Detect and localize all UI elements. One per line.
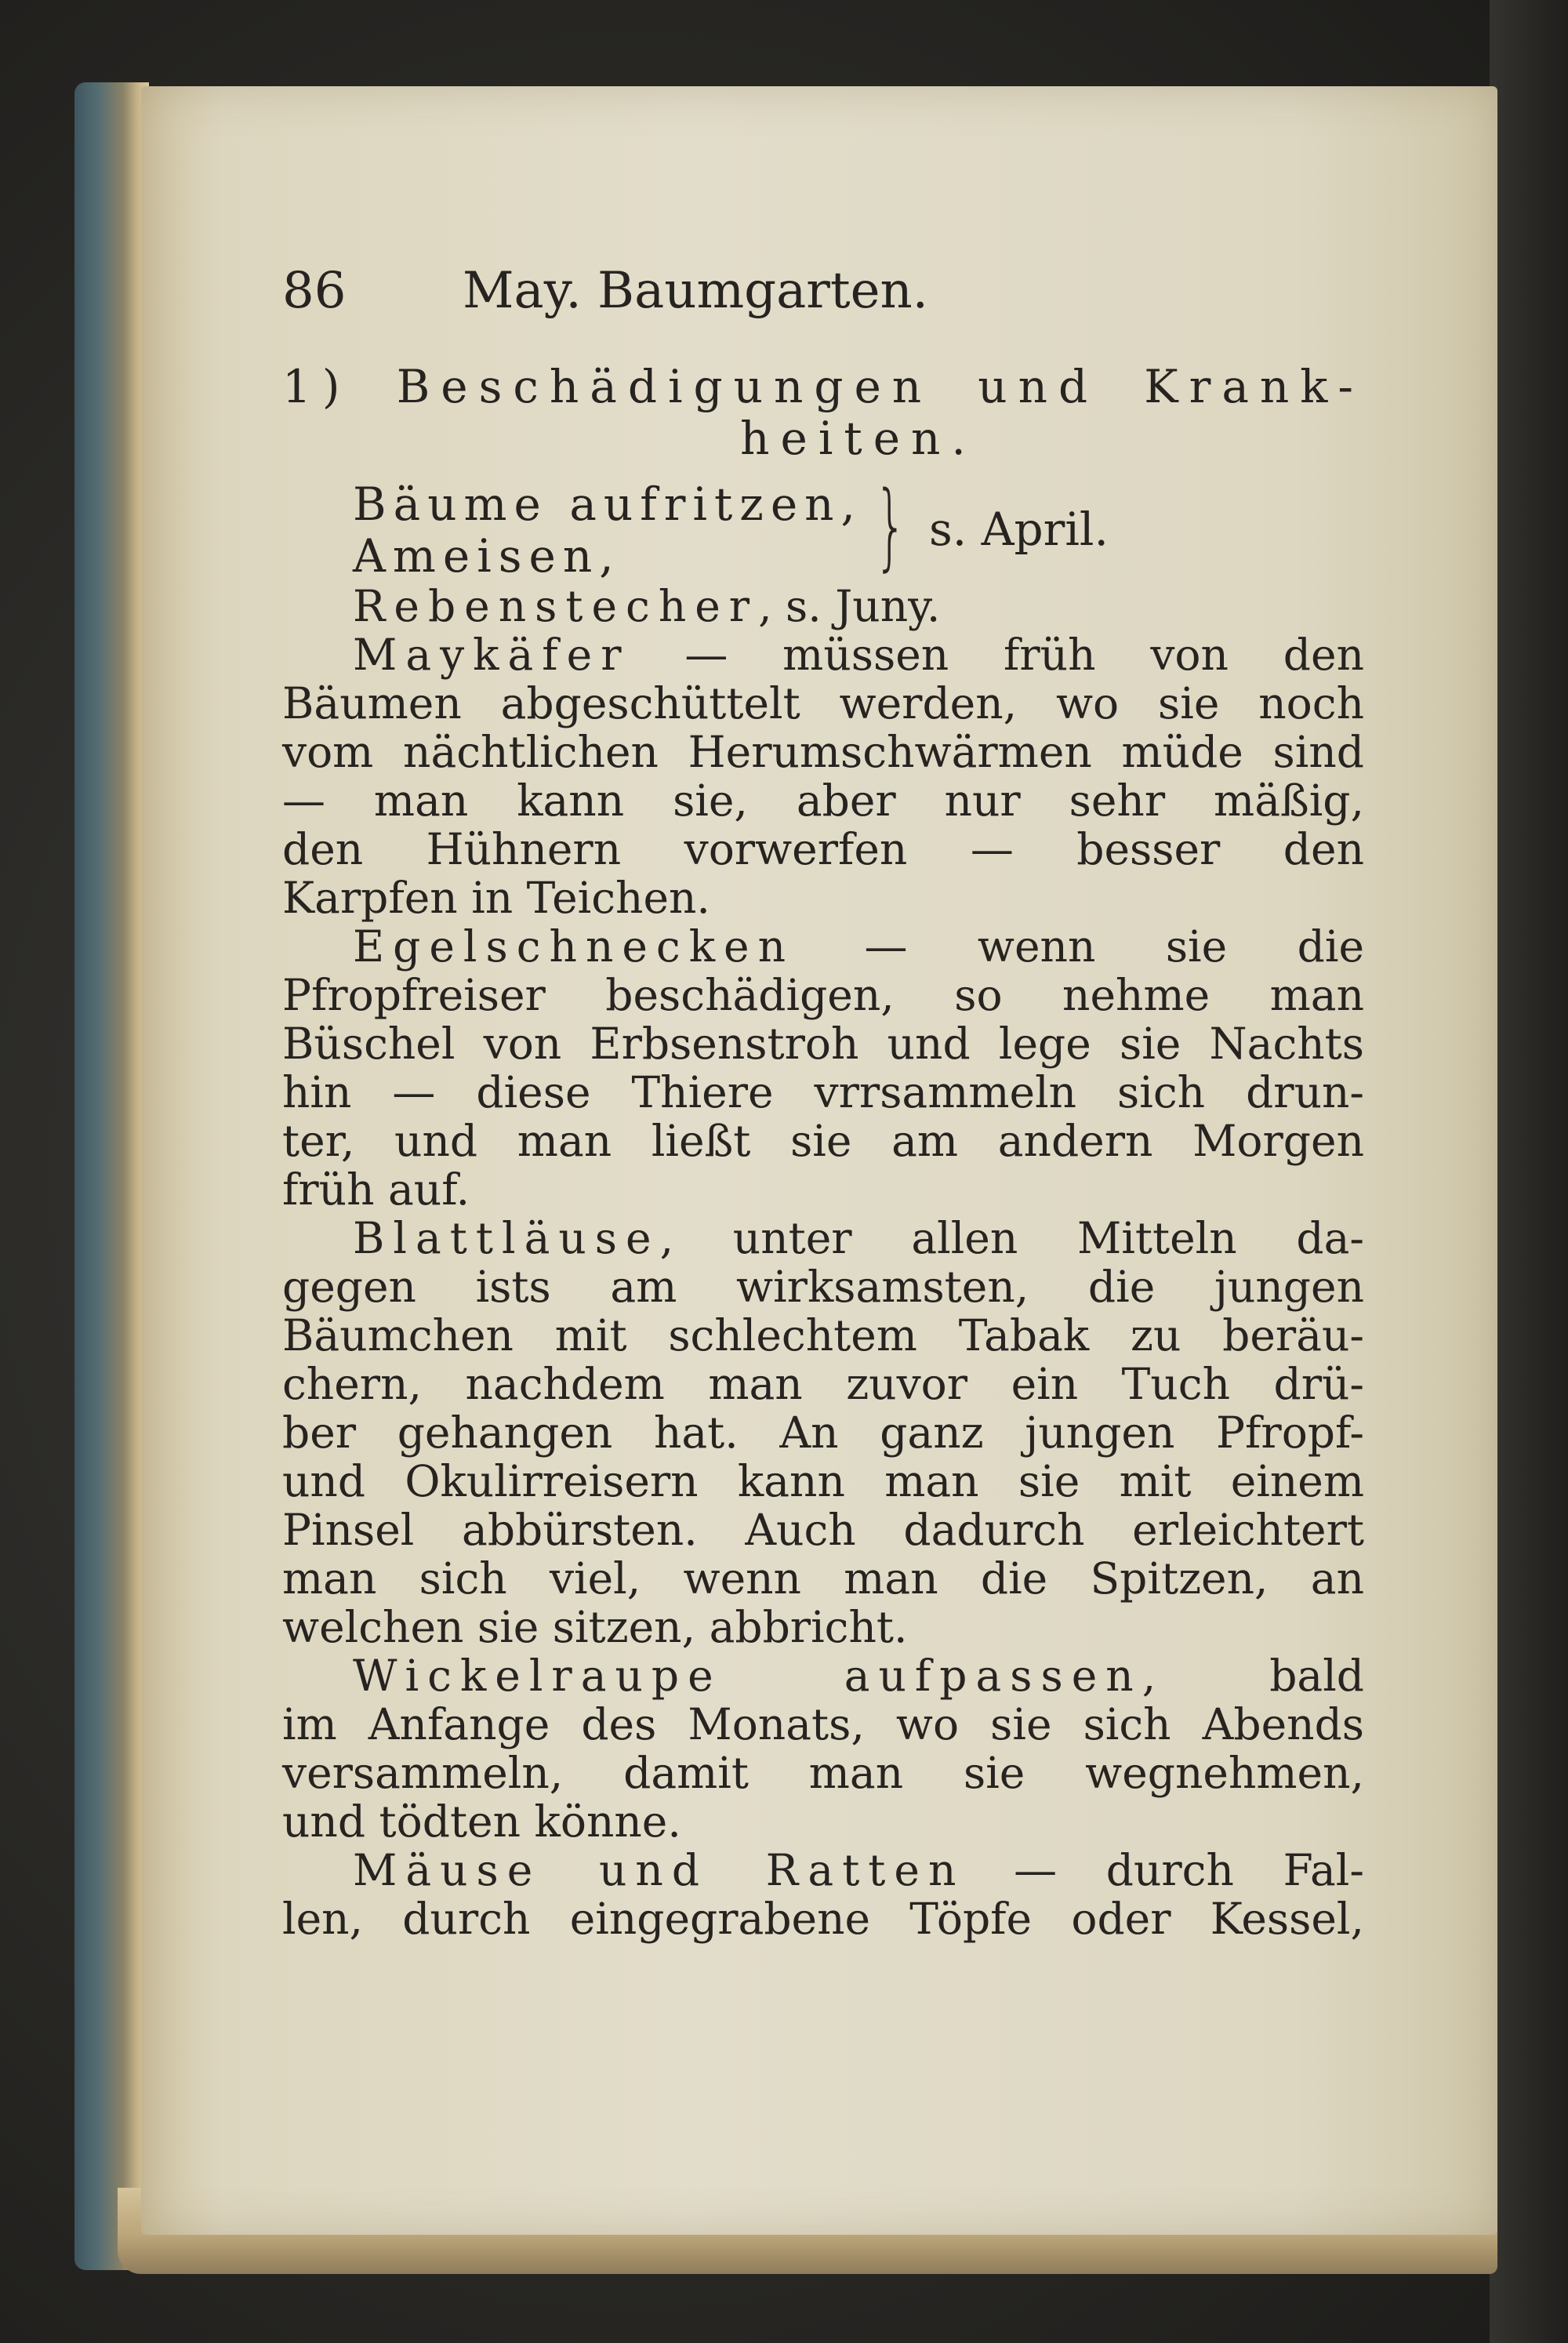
book-spine-edge [74, 82, 149, 2270]
text-line [282, 1651, 1364, 1700]
text-line: Büschel von Erbsenstroh und lege sie Nachts [282, 1019, 1364, 1069]
paragraph-maykaefer [282, 630, 1364, 922]
text-line [282, 1214, 1364, 1262]
entry-text: — wenn sie die [794, 921, 1364, 972]
page-text [282, 262, 1364, 1944]
book-cover-right [1490, 0, 1568, 2343]
entry-term: Maykäfer [353, 630, 630, 680]
page-header [282, 262, 1364, 320]
text-line [282, 630, 1364, 679]
paragraph-egelschnecken [282, 922, 1364, 1214]
text-line: den Hühnern vorwerfen — besser den [282, 824, 1364, 874]
text-line: Pfropfreiser beschädigen, so nehme man [282, 970, 1364, 1020]
section-number: 1) [282, 360, 351, 413]
text-line: und Okulirreisern kann man sie mit einem [282, 1456, 1364, 1506]
section-heading-line-1 [282, 361, 1364, 412]
entry-term: Rebenstecher [353, 581, 759, 631]
bracket-reference-group [353, 472, 1364, 583]
running-head: May. Baumgarten. [463, 262, 928, 320]
text-line: welchen sie sitzen, abbricht. [282, 1602, 908, 1652]
text-line: und tödten könne. [282, 1796, 681, 1847]
text-line: hin — diese Thiere vrrsammeln sich drun- [282, 1067, 1364, 1117]
rebenstecher-entry [282, 582, 1364, 630]
text-line: len, durch eingegrabene Töpfe oder Kessel, [282, 1894, 1364, 1944]
text-line: im Anfange des Monats, wo sie sich Abends [282, 1699, 1364, 1749]
text-line: ter, und man ließt sie am andern Morgen [282, 1116, 1364, 1166]
text-line: Pinsel abbürsten. Auch dadurch erleichtert [282, 1505, 1364, 1555]
bracket-item: Ameisen, [353, 529, 621, 583]
entry-text: — müssen früh von den [630, 630, 1364, 680]
entry-text: , unter allen Mitteln da- [659, 1213, 1364, 1263]
entry-text: — durch Fal- [964, 1845, 1364, 1895]
text-line: gegen ists am wirksamsten, die jungen [282, 1262, 1364, 1312]
text-line: Bäumchen mit schlechtem Tabak zu beräu- [282, 1310, 1364, 1360]
text-line: chern, nachdem man zuvor ein Tuch drü- [282, 1359, 1364, 1409]
entry-term: Wickelraupe aufpassen [353, 1651, 1142, 1701]
paragraph-blattlaeuse [282, 1214, 1364, 1651]
text-line: früh auf. [282, 1164, 470, 1215]
text-line: man sich viel, wenn man die Spitzen, an [282, 1553, 1364, 1604]
page-number: 86 [282, 262, 347, 320]
text-line: ber gehangen hat. An ganz jungen Pfropf- [282, 1408, 1364, 1458]
text-line [282, 922, 1364, 971]
bracket-item: Bäume aufritzen, [353, 478, 862, 531]
entry-term: Egelschnecken [353, 921, 795, 972]
entry-term: Mäuse und Ratten [353, 1845, 965, 1895]
section-heading [282, 361, 1364, 464]
curly-brace-icon: } [874, 472, 907, 581]
section-title-part-1: Beschädigungen und Krank- [396, 360, 1364, 413]
paragraph-maeuse [282, 1846, 1364, 1943]
section-title-part-2: heiten. [740, 412, 977, 465]
text-line [282, 582, 1364, 630]
text-line: vom nächtlichen Herumschwärmen müde sind [282, 727, 1364, 777]
paragraph-wickelraupe [282, 1651, 1364, 1846]
entry-text: , bald [1142, 1651, 1364, 1701]
text-line: Bäumen abgeschüttelt werden, wo sie noch [282, 678, 1364, 728]
bracket-reference: s. April. [929, 503, 1109, 556]
text-line: — man kann sie, aber nur sehr mäßig, [282, 776, 1364, 826]
text-line [282, 1846, 1364, 1894]
text-line: versammeln, damit man sie wegnehmen, [282, 1748, 1364, 1798]
entry-term: Blattläuse [353, 1213, 660, 1263]
entry-text: , s. Juny. [758, 581, 941, 631]
text-line: Karpfen in Teichen. [282, 873, 710, 923]
